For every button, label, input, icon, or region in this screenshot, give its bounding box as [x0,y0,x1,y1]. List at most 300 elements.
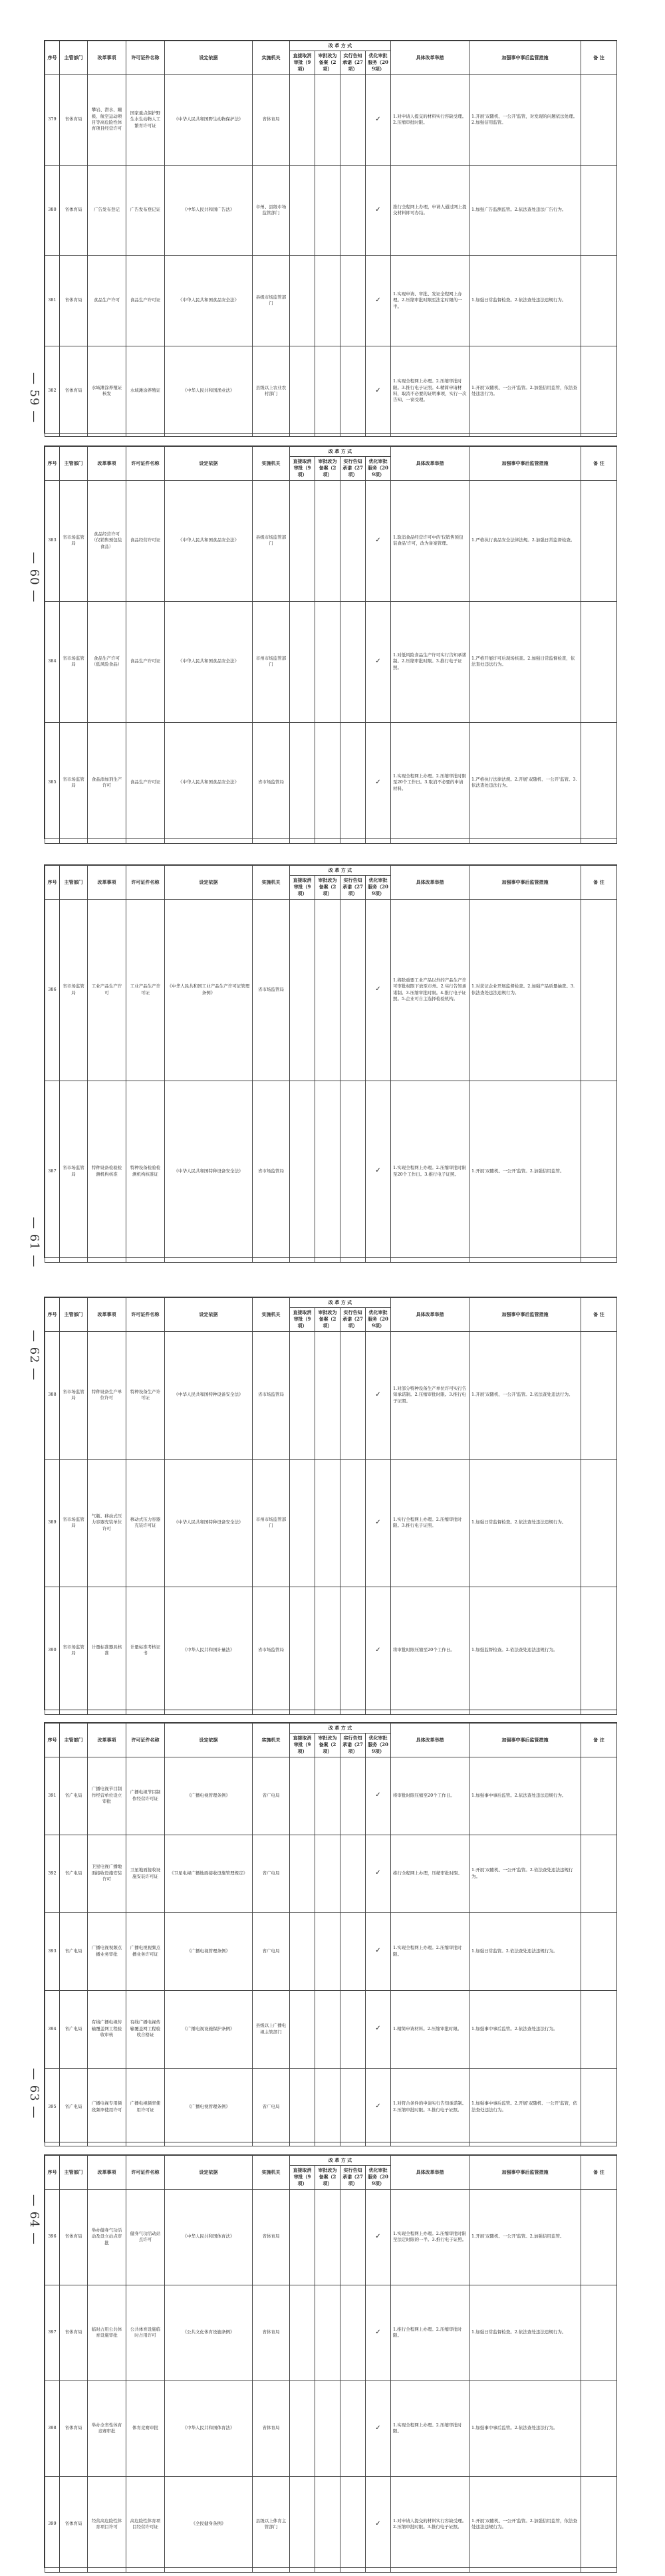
cell-supervision: 1.开展'双随机、一公开'监管。2.加强信用监管，依法查处违法违规行为。 [469,2476,581,2572]
cell-note [581,165,617,255]
check-mark-icon: ✓ [366,255,391,346]
cell-dept: 省体育局 [60,165,88,255]
check-mark-icon: ✓ [366,480,391,601]
cell-cert: 水域滩涂养殖证 [126,346,165,436]
cell-m3 [340,255,366,346]
table-row [45,899,617,1081]
header-m2: 审批改为备案（2项） [315,2166,340,2189]
cell-seq: 389 [45,1459,60,1587]
cell-dept: 省市场监管局 [60,1587,88,1714]
cell-measures: 1.实现全程网上办理。2.压缩审批时限。 [391,1912,469,1990]
cell-seq: 379 [45,74,60,165]
header-org: 实施机关 [253,1724,290,1757]
cell-m1 [290,1990,315,2068]
cell-cert: 公共体育设施临时占用许可 [126,2285,165,2381]
cell-cert: 高危险性体育项目经营许可证 [126,2476,165,2572]
page-number-64: — 64 — [27,2194,41,2246]
header-methods: 改 革 方 式 [290,1724,391,1734]
reform-table [45,1723,617,2146]
cell-item: 工业产品生产许可 [88,899,126,1081]
table-row [45,601,617,722]
cell-m1 [290,165,315,255]
header-supervision: 加强事中事后监管措施 [469,447,581,481]
cell-org: 县级以上农业农村部门 [253,346,290,436]
cell-supervision: 1.加强事中事后监管。2.依法查处违法行为。 [469,1990,581,2068]
cell-m3 [340,722,366,843]
header-m3: 实行告知承诺（27项） [340,2166,366,2189]
header-item: 改革事项 [88,1724,126,1757]
cell-org: 省体育局 [253,74,290,165]
table-row [45,165,617,255]
cell-org: 市州市场监管部门 [253,1459,290,1587]
cell-seq: 395 [45,2068,60,2146]
cell-m2 [315,1990,340,2068]
cell-dept: 省市场监管局 [60,722,88,843]
header-methods: 改 革 方 式 [290,2156,391,2166]
cell-org: 省体育局 [253,2285,290,2381]
cell-dept: 省体育局 [60,346,88,436]
header-cert: 许可证件名称 [126,1724,165,1757]
table-row [45,1587,617,1714]
header-m4: 优化审批服务（209项） [366,1734,391,1757]
cell-cert: 食品生产许可证 [126,601,165,722]
header-basis: 设定依据 [165,1298,253,1332]
page-number-60: — 60 — [27,552,41,603]
table-row [45,2068,617,2146]
cell-m2 [315,601,340,722]
header-cert: 许可证件名称 [126,2156,165,2190]
cell-supervision: 1.严格执行食品安全法律法规。2.加强日常监督检查。 [469,480,581,601]
cell-supervision: 1.加强事中事后监管。2.依法查处违法行为。 [469,2381,581,2476]
cell-note [581,1331,617,1459]
header-dept: 主管部门 [60,1724,88,1757]
cell-item: 有线广播电视传输覆盖网工程验收审核 [88,1990,126,2068]
cell-seq: 388 [45,1331,60,1459]
cell-m3 [340,1587,366,1714]
header-note: 备 注 [581,866,617,900]
cell-m2 [315,2285,340,2381]
header-m3: 实行告知承诺（27项） [340,1308,366,1331]
cell-m3 [340,165,366,255]
check-mark-icon: ✓ [366,1459,391,1587]
table-row [45,1835,617,1912]
cell-cert: 食品生产许可证 [126,255,165,346]
cell-m3 [340,1990,366,2068]
cell-supervision: 1.加强日常监督检查。2.依法查处违法违规行为。 [469,255,581,346]
header-basis: 设定依据 [165,1724,253,1757]
cell-supervision: 1.开展'双随机、一公开'监管。2.加强信用监管。 [469,1081,581,1262]
cell-m3 [340,1081,366,1262]
table-row [45,1912,617,1990]
cell-dept: 省体育局 [60,2476,88,2572]
cell-basis: 《卫星电视广播地面接收设施管理规定》 [165,1835,253,1912]
cell-seq: 384 [45,601,60,722]
cell-measures: 1.对低风险食品生产许可实行告知承诺制。2.压缩审批时限。3.推行电子证照。 [391,601,469,722]
cell-seq: 396 [45,2189,60,2285]
header-supervision: 加强事中事后监管措施 [469,1724,581,1757]
check-mark-icon: ✓ [366,74,391,165]
page-number-63: — 63 — [27,2068,41,2119]
header-supervision: 加强事中事后监管措施 [469,2156,581,2190]
cell-dept: 省体育局 [60,74,88,165]
header-measures: 具体改革举措 [391,41,469,75]
table-row [45,2285,617,2381]
header-m2: 审批改为备案（2项） [315,51,340,74]
reform-table [45,865,617,1263]
cell-org: 省广电局 [253,1835,290,1912]
check-mark-icon: ✓ [366,899,391,1081]
cell-org: 省体育局 [253,2189,290,2285]
header-methods: 改 革 方 式 [290,1298,391,1308]
cell-dept: 省体育局 [60,2381,88,2476]
cell-m3 [340,2381,366,2476]
check-mark-icon: ✓ [366,165,391,255]
table-row [45,2189,617,2285]
cell-item: 广播电视节目制作经营单位设立审批 [88,1757,126,1835]
cell-supervision: 1.加强广告监测监管。2.依法查处违法广告行为。 [469,165,581,255]
cell-basis: 《中华人民共和国食品安全法》 [165,722,253,843]
header-basis: 设定依据 [165,2156,253,2190]
table-page-6 [44,2154,617,2568]
cell-m2 [315,2189,340,2285]
cell-measures: 1.实行全程网上办理。2.压缩审批时限。3.推行电子证照。 [391,1459,469,1587]
cell-supervision: 1.加强日常监管。2.依法查处违法违规行为。 [469,1912,581,1990]
cell-m3 [340,1912,366,1990]
cell-measures: 将审批时限压缩至20个工作日。 [391,1757,469,1835]
cell-org: 省广电局 [253,2068,290,2146]
check-mark-icon: ✓ [366,1081,391,1262]
header-basis: 设定依据 [165,447,253,481]
reform-table [45,41,617,437]
cell-seq: 392 [45,1835,60,1912]
cell-m1 [290,2068,315,2146]
cell-basis: 《中华人民共和国体育法》 [165,2189,253,2285]
page-number-61: — 61 — [27,1217,41,1268]
table-row [45,1459,617,1587]
cell-m2 [315,2381,340,2476]
cell-basis: 《公共文化体育设施条例》 [165,2285,253,2381]
cell-item: 食品经营许可（仅销售预包装食品） [88,480,126,601]
cell-m3 [340,601,366,722]
header-item: 改革事项 [88,1298,126,1332]
cell-m2 [315,74,340,165]
cell-note [581,2285,617,2381]
cell-item: 举办全省性体育竞赛审批 [88,2381,126,2476]
cell-m1 [290,2285,315,2381]
header-methods: 改 革 方 式 [290,41,391,51]
cell-measures: 1.对申请人提交的材料实行容缺受理。2.压缩审批时限。 [391,74,469,165]
table-row [45,1757,617,1835]
table-row [45,722,617,843]
cell-basis: 《中华人民共和国野生动物保护法》 [165,74,253,165]
cell-basis: 《中华人民共和国食品安全法》 [165,255,253,346]
cell-measures: 1.对符合条件的申请实行告知承诺制。2.压缩审批时限。3.推行电子证照。 [391,2068,469,2146]
header-basis: 设定依据 [165,41,253,75]
cell-basis: 《广播电视管理条例》 [165,2068,253,2146]
cell-cert: 卫星地面接收设施安装许可证 [126,1835,165,1912]
cell-seq: 394 [45,1990,60,2068]
header-dept: 主管部门 [60,447,88,481]
cell-note [581,2189,617,2285]
cell-note [581,1990,617,2068]
cell-cert: 移动式压力容器充装许可证 [126,1459,165,1587]
header-seq: 序号 [45,2156,60,2190]
cell-dept: 省市场监管局 [60,1459,88,1587]
cell-seq: 390 [45,1587,60,1714]
cell-basis: 《中华人民共和国特种设备安全法》 [165,1459,253,1587]
cell-note [581,899,617,1081]
cell-m2 [315,346,340,436]
header-item: 改革事项 [88,447,126,481]
table-row [45,2381,617,2476]
header-seq: 序号 [45,1724,60,1757]
cell-seq: 397 [45,2285,60,2381]
cell-note [581,480,617,601]
cell-dept: 省市场监管局 [60,899,88,1081]
cell-measures: 将审批时限压缩至20个工作日。 [391,1587,469,1714]
header-cert: 许可证件名称 [126,1298,165,1332]
table-row [45,346,617,436]
cell-supervision: 1.加强日常监督检查。2.依法查处违法违规行为。 [469,2285,581,2381]
check-mark-icon: ✓ [366,1835,391,1912]
cell-m1 [290,2381,315,2476]
check-mark-icon: ✓ [366,2476,391,2572]
cell-m1 [290,74,315,165]
cell-org: 省市场监管局 [253,1081,290,1262]
header-org: 实施机关 [253,1298,290,1332]
header-seq: 序号 [45,1298,60,1332]
cell-cert: 国家重点保护野生水生动物人工繁育许可证 [126,74,165,165]
cell-item: 食品生产许可（低风险食品） [88,601,126,722]
cell-org: 省市场监管局 [253,1331,290,1459]
cell-note [581,255,617,346]
cell-basis: 《广播电视设施保护条例》 [165,1990,253,2068]
cell-note [581,1459,617,1587]
cell-seq: 391 [45,1757,60,1835]
cell-supervision: 1.开展'双随机、一公开'监管。2.依法查处违法行为。 [469,1331,581,1459]
cell-item: 食品添加剂生产许可 [88,722,126,843]
cell-seq: 386 [45,899,60,1081]
cell-m2 [315,1835,340,1912]
cell-note [581,74,617,165]
cell-dept: 省体育局 [60,2189,88,2285]
header-measures: 具体改革举措 [391,1298,469,1332]
check-mark-icon: ✓ [366,2189,391,2285]
header-measures: 具体改革举措 [391,2156,469,2190]
cell-item: 经营高危险性体育项目许可 [88,2476,126,2572]
cell-org: 县级以上体育主管部门 [253,2476,290,2572]
cell-org: 县级市场监管部门 [253,255,290,346]
cell-m2 [315,1587,340,1714]
cell-cert: 体育竞赛审批 [126,2381,165,2476]
cell-dept: 省广电局 [60,1835,88,1912]
cell-seq: 385 [45,722,60,843]
cell-m3 [340,1331,366,1459]
cell-measures: 推行全程网上办理，申请人通过网上提交材料即可办结。 [391,165,469,255]
cell-dept: 省广电局 [60,1757,88,1835]
header-cert: 许可证件名称 [126,447,165,481]
header-item: 改革事项 [88,41,126,75]
cell-measures: 1.对申请人提交的材料实行容缺受理。2.压缩审批时限。3.推行电子证照。 [391,2476,469,2572]
header-m1: 直接取消审批（9项） [290,1734,315,1757]
cell-dept: 省市场监管局 [60,1081,88,1262]
cell-item: 举办健身气功活动及设立站点审批 [88,2189,126,2285]
cell-m1 [290,1331,315,1459]
cell-org: 省市场监管局 [253,899,290,1081]
header-methods: 改 革 方 式 [290,447,391,457]
cell-cert: 食品经营许可证 [126,480,165,601]
cell-item: 特种设备生产单位许可 [88,1331,126,1459]
cell-note [581,2068,617,2146]
cell-supervision: 1.加强日常监督检查。2.依法查处违法违规行为。 [469,1459,581,1587]
cell-m2 [315,1757,340,1835]
cell-m3 [340,2068,366,2146]
cell-m1 [290,346,315,436]
cell-supervision: 1.开展'双随机、一公开'监管，对发现的问题依法处理。2.加强信用监管。 [469,74,581,165]
cell-note [581,2476,617,2572]
header-note: 备 注 [581,41,617,75]
cell-basis: 《中华人民共和国工业产品生产许可证管理条例》 [165,899,253,1081]
cell-note [581,1835,617,1912]
check-mark-icon: ✓ [366,2381,391,2476]
header-m2: 审批改为备案（2项） [315,457,340,480]
cell-item: 气瓶、移动式压力容器充装单位许可 [88,1459,126,1587]
cell-measures: 1.对部分特种设备生产单位许可实行告知承诺制。2.压缩审批时限。3.推行电子证照。 [391,1331,469,1459]
header-m1: 直接取消审批（9项） [290,457,315,480]
header-note: 备 注 [581,2156,617,2190]
header-m4: 优化审批服务（209项） [366,876,391,899]
cell-m3 [340,2476,366,2572]
cell-basis: 《中华人民共和国食品安全法》 [165,601,253,722]
cell-m1 [290,722,315,843]
cell-seq: 382 [45,346,60,436]
table-row [45,1081,617,1262]
header-cert: 许可证件名称 [126,866,165,900]
cell-m1 [290,480,315,601]
header-m4: 优化审批服务（209项） [366,51,391,74]
reform-table [45,2155,617,2573]
cell-note [581,601,617,722]
cell-supervision: 1.对获证企业开展监督检查。2.加强产品质量抽查。3.依法查处违法违规行为。 [469,899,581,1081]
cell-org: 省广电局 [253,1757,290,1835]
cell-basis: 《中华人民共和国特种设备安全法》 [165,1081,253,1262]
cell-basis: 《中华人民共和国渔业法》 [165,346,253,436]
table-page-3 [44,864,617,1258]
cell-m2 [315,1459,340,1587]
header-m1: 直接取消审批（9项） [290,1308,315,1331]
cell-org: 市州市场监管部门 [253,601,290,722]
header-note: 备 注 [581,447,617,481]
header-org: 实施机关 [253,41,290,75]
header-m4: 优化审批服务（209项） [366,1308,391,1331]
cell-m2 [315,2476,340,2572]
cell-note [581,1757,617,1835]
cell-m3 [340,1757,366,1835]
cell-supervision: 1.开展'双随机、一公开'监管。2.加强信用监管，依法查处违法行为。 [469,346,581,436]
check-mark-icon: ✓ [366,346,391,436]
cell-item: 食品生产许可 [88,255,126,346]
cell-m2 [315,899,340,1081]
cell-m3 [340,346,366,436]
header-basis: 设定依据 [165,866,253,900]
cell-supervision: 1.加强事中事后监管。2.开展'双随机、一公开'监管，依法查处违法行为。 [469,2068,581,2146]
cell-m1 [290,1757,315,1835]
cell-basis: 《广播电视管理条例》 [165,1912,253,1990]
cell-item: 广告发布登记 [88,165,126,255]
cell-m1 [290,255,315,346]
cell-basis: 《全民健身条例》 [165,2476,253,2572]
cell-measures: 推行全程网上办理，压缩审批时限。 [391,1835,469,1912]
cell-seq: 393 [45,1912,60,1990]
cell-supervision: 1.加强事中事后监管。2.依法查处违法违规行为。 [469,1757,581,1835]
cell-org: 市州、县级市场监管部门 [253,165,290,255]
header-seq: 序号 [45,447,60,481]
cell-seq: 383 [45,480,60,601]
cell-m3 [340,2285,366,2381]
header-supervision: 加强事中事后监管措施 [469,41,581,75]
header-dept: 主管部门 [60,2156,88,2190]
cell-m3 [340,74,366,165]
check-mark-icon: ✓ [366,2068,391,2146]
header-m3: 实行告知承诺（27项） [340,457,366,480]
header-dept: 主管部门 [60,866,88,900]
table-row [45,74,617,165]
cell-dept: 省市场监管局 [60,1331,88,1459]
header-cert: 许可证件名称 [126,41,165,75]
cell-item: 特种设备检验检测机构核准 [88,1081,126,1262]
cell-seq: 381 [45,255,60,346]
cell-m2 [315,255,340,346]
header-org: 实施机关 [253,2156,290,2190]
cell-seq: 387 [45,1081,60,1262]
cell-supervision: 1.开展'双随机、一公开'监管。2.依法查处违法违规行为。 [469,1835,581,1912]
reform-table [45,1297,617,1715]
cell-item: 水域滩涂养殖证核发 [88,346,126,436]
cell-m1 [290,899,315,1081]
cell-cert: 有线广播电视传输覆盖网工程验收合格证 [126,1990,165,2068]
cell-m1 [290,1912,315,1990]
cell-org: 县级以上广播电视主管部门 [253,1990,290,2068]
check-mark-icon: ✓ [366,1331,391,1459]
table-row [45,480,617,601]
cell-m2 [315,165,340,255]
header-seq: 序号 [45,866,60,900]
cell-basis: 《广播电视管理条例》 [165,1757,253,1835]
check-mark-icon: ✓ [366,722,391,843]
cell-m2 [315,480,340,601]
table-page-5 [44,1722,617,2142]
header-supervision: 加强事中事后监管措施 [469,866,581,900]
cell-note [581,1912,617,1990]
page-number-62: — 62 — [27,1330,41,1381]
cell-cert: 健身气功活动站点许可 [126,2189,165,2285]
cell-dept: 省广电局 [60,2068,88,2146]
cell-basis: 《中华人民共和国特种设备安全法》 [165,1331,253,1459]
header-m1: 直接取消审批（9项） [290,2166,315,2189]
header-m1: 直接取消审批（9项） [290,51,315,74]
cell-m3 [340,2189,366,2285]
cell-measures: 1.实现全程网上办理。2.压缩审批时限至法定时限的一半。3.推行电子证照。 [391,2189,469,2285]
table-row [45,255,617,346]
cell-seq: 380 [45,165,60,255]
cell-basis: 《中华人民共和国广告法》 [165,165,253,255]
check-mark-icon: ✓ [366,1990,391,2068]
header-m4: 优化审批服务（209项） [366,2166,391,2189]
cell-measures: 1.实现全程网上办理。2.压缩审批时限至20个工作日。3.推行电子证照。 [391,1081,469,1262]
cell-measures: 1.推行全程网上办理。2.压缩审批时限。 [391,2285,469,2381]
cell-cert: 计量标准考核证书 [126,1587,165,1714]
header-measures: 具体改革举措 [391,1724,469,1757]
